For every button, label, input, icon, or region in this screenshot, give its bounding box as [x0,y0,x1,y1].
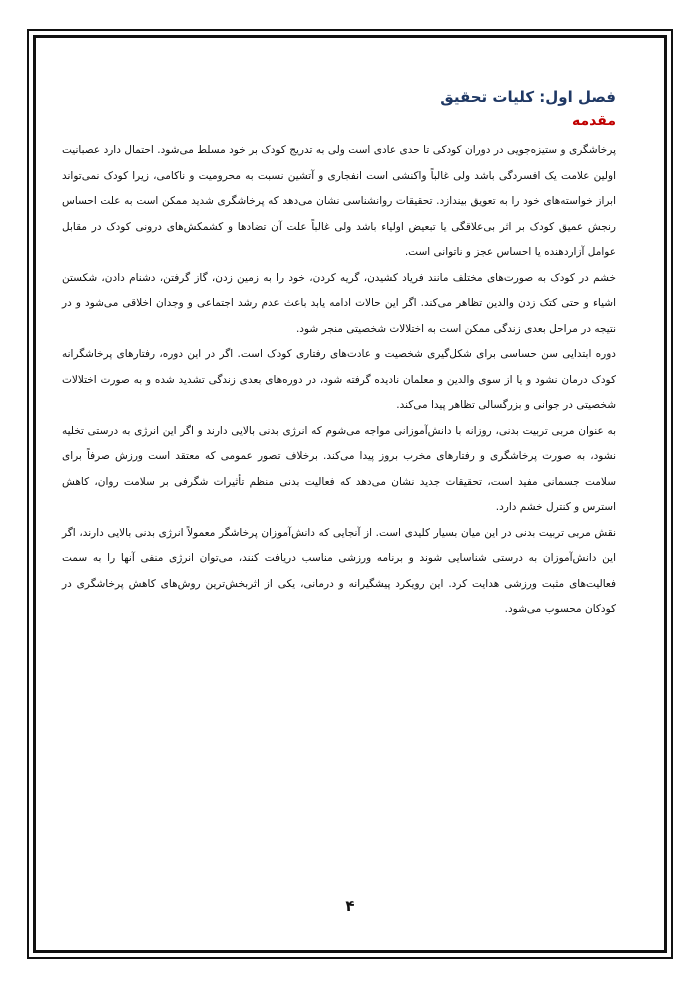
document-body [62,86,616,623]
paragraph: پرخاشگری و ستیزه‌جویی در دوران کودکی تا حدی عادی است ولی به تدریج کودک بر خود مسلط می‌شود. احتمال دارد عصبانیت اولین علامت یک افسردگی باشد ولی غالباً واکنشی است انفجاری و آتشین نسبت به محرومیت و ناکامی، زیرا کودک نمی‌تواند ابراز خواسته‌های خود را به تعویق بیندازد. تحقیقات روانشناسی نشان می‌دهد که پرخاشگری شدید ممکن است به علت احساس رنجش عمیق کودک بر اثر بی‌علاقگی یا تبعیض اولیاء باشد ولی غالباً علت آن تضادها و کشمکش‌های درونی کودک در مقابل عوامل آزاردهنده یا احساس عجز و ناتوانی است. [62,144,616,258]
page-number: ۴ [345,897,355,915]
paragraph: به عنوان مربی تربیت بدنی، روزانه با دانش‌آموزانی مواجه می‌شوم که انرژی بدنی بالایی دارند و اگر این انرژی به درستی تخلیه نشود، به صورت پرخاشگری و رفتارهای مخرب بروز پیدا می‌کند. برخلاف تصور عمومی که معتقد است ورزش صرفاً برای سلامت جسمانی مفید است، تحقیقات جدید نشان می‌دهد که فعالیت بدنی منظم تأثیرات شگرفی بر سلامت روان، کاهش استرس و کنترل خشم دارد. [62,424,616,513]
paragraph: دوره ابتدایی سن حساسی برای شکل‌گیری شخصیت و عادت‌های رفتاری کودک است. اگر در این دوره، رفتارهای پرخاشگرانه کودک درمان نشود و یا از سوی والدین و معلمان نادیده گرفته شود، در دوره‌های بعدی زندگی تشدید شده و به صورت اختلالات شخصیتی در جوانی و بزرگسالی تظاهر پیدا می‌کند. [62,348,616,411]
chapter-title: فصل اول: کلیات تحقیق [440,88,616,106]
section-title: مقدمه [572,113,616,129]
paragraph: خشم در کودک به صورت‌های مختلف مانند فریاد کشیدن، گریه کردن، خود را به زمین زدن، گاز گرفتن، دشنام دادن، شکستن اشیاء و حتی کتک زدن والدین تظاهر می‌کند. اگر این حالات ادامه یابد باعث عدم رشد اجتماعی و وجدان اخلاقی می‌شود و در نتیجه در مراحل بعدی زندگی ممکن است به اختلالات شخصیتی منجر شود. [62,271,616,335]
paragraph: نقش مربی تربیت بدنی در این میان بسیار کلیدی است. از آنجایی که دانش‌آموزان پرخاشگر معمولاً انرژی بدنی بالایی دارند، اگر این دانش‌آموزان به درستی شناسایی شوند و برنامه ورزشی مناسب دریافت کنند، می‌توان انرژی منفی آنها را به سمت فعالیت‌های مثبت ورزشی هدایت کرد. این رویکرد پیشگیرانه و درمانی، یکی از اثربخش‌ترین روش‌های کاهش پرخاشگری در کودکان محسوب می‌شود. [62,526,616,615]
